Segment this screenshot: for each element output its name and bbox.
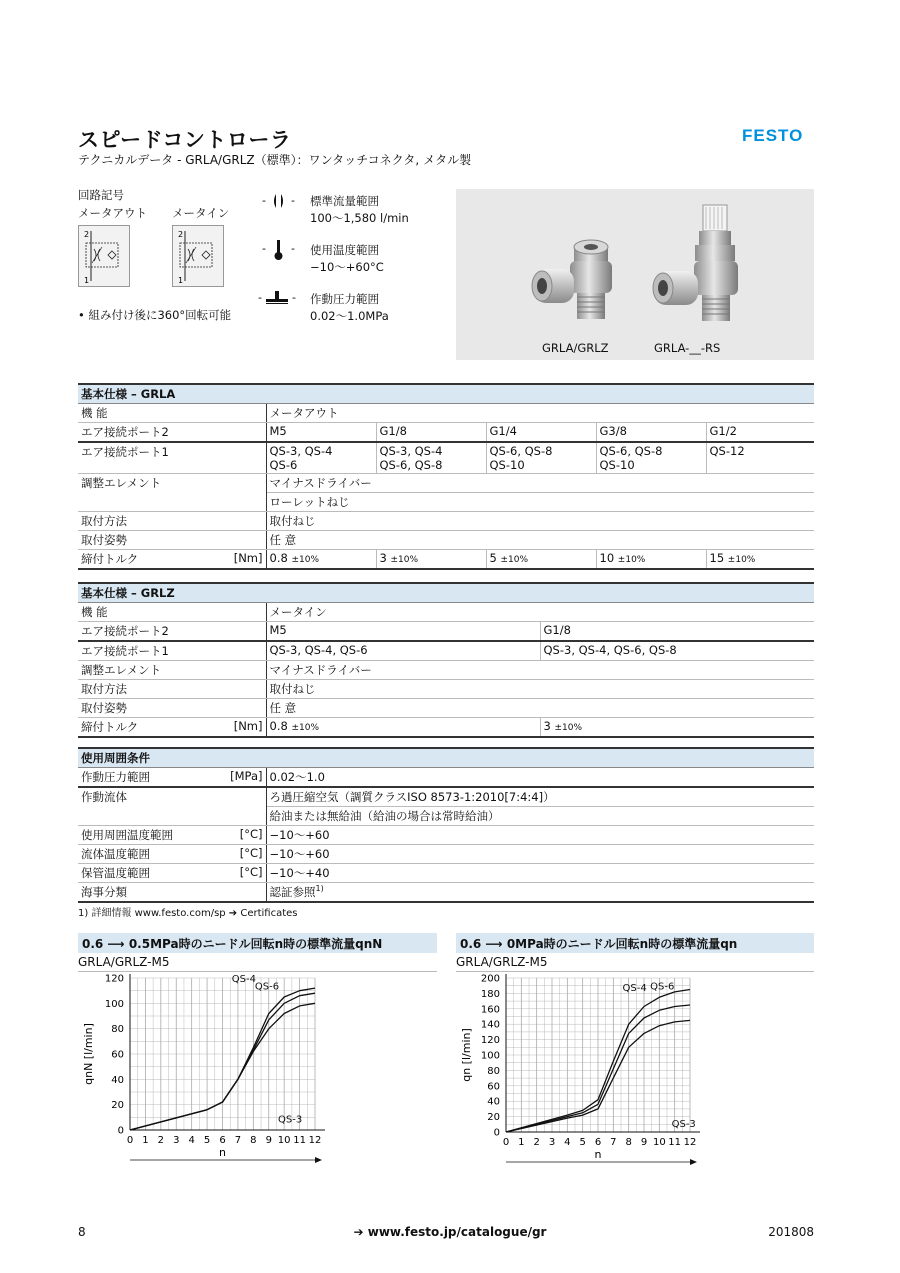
grlz-port1-cell: QS-3, QS-4, QS-6 bbox=[266, 641, 540, 661]
x-tick-label: 7 bbox=[610, 1137, 617, 1148]
grla-port1-line: QS-10 bbox=[599, 458, 635, 472]
y-tick-label: 80 bbox=[111, 1024, 124, 1036]
grla-port2-cell: G1/2 bbox=[706, 423, 814, 443]
y-tick-label: 40 bbox=[487, 1096, 500, 1108]
x-tick-label: 11 bbox=[668, 1137, 682, 1148]
flow-value: 100～1,580 l/min bbox=[310, 211, 409, 225]
tolerance: ±10% bbox=[554, 723, 583, 733]
grla-port1-label: エア接続ポート1 bbox=[78, 442, 266, 474]
grla-port1-line: QS-10 bbox=[489, 458, 525, 472]
grla-adjust-value: マイナスドライバー bbox=[266, 474, 814, 493]
grlz-function-label: 機 能 bbox=[78, 603, 266, 622]
port2-label: 2 bbox=[84, 230, 90, 239]
svg-text:-: - bbox=[258, 291, 262, 304]
torque-value: 15 bbox=[709, 551, 725, 565]
env-value: 給油または無給油（給油の場合は常時給油） bbox=[266, 807, 814, 826]
x-tick-label: 12 bbox=[308, 1135, 322, 1146]
torque-value: 3 bbox=[543, 719, 551, 733]
grla-function-value: メータアウト bbox=[266, 404, 814, 423]
env-value: 認証参照 bbox=[269, 885, 316, 899]
x-tick-label: 11 bbox=[293, 1135, 306, 1146]
grla-position-value: 任 意 bbox=[266, 531, 814, 550]
grla-port2-cell: G3/8 bbox=[596, 423, 706, 443]
grla-mount-label: 取付方法 bbox=[78, 512, 266, 531]
pressure-value: 0.02～1.0MPa bbox=[310, 309, 389, 323]
grlz-position-value: 任 意 bbox=[266, 699, 814, 718]
x-tick-label: 3 bbox=[173, 1135, 180, 1146]
grlz-torque-cell bbox=[266, 718, 540, 738]
footnote: 1) 詳細情報 www.festo.com/sp ➔ Certificates bbox=[78, 908, 298, 919]
grla-port1-line: QS-6 bbox=[269, 458, 298, 472]
grlz-title: 基本仕様 – GRLZ bbox=[78, 583, 814, 603]
env-unit: [°C] bbox=[220, 845, 266, 864]
catalogue-link[interactable]: ➔ www.festo.jp/catalogue/gr bbox=[353, 1225, 547, 1239]
meter-in-label: メータイン bbox=[172, 206, 230, 220]
grla-port1-line: QS-6, QS-8 bbox=[599, 444, 663, 458]
series-label: QS-4 bbox=[231, 974, 256, 986]
chart2-header bbox=[456, 933, 814, 972]
grla-adjust-label: 調整エレメント bbox=[78, 474, 266, 512]
grlz-spec-table bbox=[78, 582, 814, 738]
grla-spec-table bbox=[78, 383, 814, 570]
grla-port1-cell bbox=[486, 442, 596, 474]
meter-out-symbol bbox=[78, 225, 130, 287]
grla-port1-line: QS-3, QS-4 bbox=[269, 444, 333, 458]
x-tick-label: 9 bbox=[265, 1135, 272, 1146]
grlz-port1-cell: QS-3, QS-4, QS-6, QS-8 bbox=[540, 641, 814, 661]
grla-port1-cell bbox=[376, 442, 486, 474]
x-tick-label: 1 bbox=[142, 1135, 149, 1146]
x-axis-label: n bbox=[219, 1146, 226, 1159]
grlz-port1-label: エア接続ポート1 bbox=[78, 641, 266, 661]
env-label: 流体温度範囲 bbox=[78, 845, 220, 864]
tolerance: ±10% bbox=[291, 723, 319, 733]
env-title: 使用周囲条件 bbox=[78, 748, 814, 768]
page-title: スピードコントローラ bbox=[78, 128, 292, 152]
page-subtitle: テクニカルデータ - GRLA/GRLZ（標準）：ワンタッチコネクタ, メタル製 bbox=[78, 153, 472, 167]
chart1-subtitle: GRLA/GRLZ-M5 bbox=[78, 953, 437, 972]
chart1-header bbox=[78, 933, 437, 972]
footnote-mark: 1) bbox=[315, 884, 324, 894]
y-axis-label: qn [l/min] bbox=[460, 1028, 473, 1082]
pressure-label: 作動圧力範囲 bbox=[310, 292, 379, 306]
env-label: 作動圧力範囲 bbox=[78, 768, 220, 788]
grlz-adjust-label: 調整エレメント bbox=[78, 661, 266, 680]
port2-label: 2 bbox=[178, 230, 184, 239]
env-unit: [°C] bbox=[220, 826, 266, 845]
catalogue-code: 201808 bbox=[768, 1225, 814, 1239]
grlz-port2-cell: M5 bbox=[266, 622, 540, 642]
svg-text:-: - bbox=[262, 194, 266, 207]
chart1-title: 0.6 ⟶ 0.5MPa時のニードル回転n時の標準流量qnN bbox=[78, 933, 437, 953]
y-tick-label: 60 bbox=[111, 1049, 124, 1061]
grlz-torque-label: 締付トルク bbox=[78, 718, 220, 738]
env-value-cell bbox=[266, 883, 814, 903]
tolerance: ±10% bbox=[291, 555, 319, 565]
page-number: 8 bbox=[78, 1225, 86, 1239]
chart2-title: 0.6 ⟶ 0MPa時のニードル回転n時の標準流量qn bbox=[456, 933, 814, 953]
svg-text:-: - bbox=[291, 242, 295, 255]
temp-value: −10～+60°C bbox=[310, 260, 384, 274]
x-tick-label: 8 bbox=[625, 1137, 632, 1148]
grla-port2-cell: G1/8 bbox=[376, 423, 486, 443]
env-value: −10～+60 bbox=[266, 826, 814, 845]
x-tick-label: 4 bbox=[564, 1137, 571, 1148]
grla-torque-cell bbox=[596, 550, 706, 570]
rotation-note: • 組み付け後に360°回転可能 bbox=[78, 308, 232, 322]
torque-value: 10 bbox=[599, 551, 615, 565]
x-tick-label: 0 bbox=[502, 1137, 510, 1148]
torque-value: 5 bbox=[489, 551, 497, 565]
grla-port1-line: QS-6, QS-8 bbox=[489, 444, 553, 458]
product-photo bbox=[456, 189, 814, 360]
env-value: 0.02～1.0 bbox=[266, 768, 814, 788]
series-label: QS-6 bbox=[254, 981, 280, 993]
grlz-function-value: メータイン bbox=[266, 603, 814, 622]
env-value: ろ過圧縮空気（調質クラスISO 8573-1:2010[7:4:4]） bbox=[266, 787, 814, 807]
grla-torque-cell bbox=[266, 550, 376, 570]
x-tick-label: 6 bbox=[594, 1137, 602, 1148]
temp-label: 使用温度範囲 bbox=[310, 243, 379, 257]
grla-port2-label: エア接続ポート2 bbox=[78, 423, 266, 443]
x-tick-label: 3 bbox=[548, 1137, 556, 1148]
grla-mount-value: 取付ねじ bbox=[266, 512, 814, 531]
flow-label: 標準流量範囲 bbox=[310, 194, 379, 208]
x-tick-label: 1 bbox=[518, 1137, 525, 1148]
y-tick-label: 60 bbox=[487, 1081, 500, 1093]
grla-port1-line: QS-3, QS-4 bbox=[379, 444, 443, 458]
env-label: 海事分類 bbox=[78, 883, 220, 903]
pressure-icon bbox=[258, 287, 302, 309]
x-tick-label: 8 bbox=[250, 1135, 257, 1146]
grlz-torque-unit: [Nm] bbox=[220, 718, 266, 738]
x-tick-label: 7 bbox=[234, 1135, 242, 1146]
torque-value: 0.8 bbox=[269, 551, 288, 565]
y-tick-label: 120 bbox=[480, 1035, 500, 1047]
env-label: 保管温度範囲 bbox=[78, 864, 220, 883]
grla-torque-cell bbox=[376, 550, 486, 570]
env-label: 使用周囲温度範囲 bbox=[78, 826, 220, 845]
torque-value: 3 bbox=[379, 551, 387, 565]
x-tick-label: 5 bbox=[579, 1137, 586, 1148]
y-tick-label: 200 bbox=[480, 973, 500, 985]
x-tick-label: 5 bbox=[203, 1135, 211, 1146]
grlz-mount-value: 取付ねじ bbox=[266, 680, 814, 699]
y-tick-label: 120 bbox=[104, 973, 124, 985]
env-value: −10～+40 bbox=[266, 864, 814, 883]
tolerance: ±10% bbox=[390, 555, 419, 565]
y-tick-label: 20 bbox=[111, 1100, 124, 1112]
svg-text:-: - bbox=[291, 194, 295, 207]
y-tick-label: 20 bbox=[487, 1112, 500, 1124]
symbol-heading: 回路記号 bbox=[78, 188, 124, 202]
grlz-port2-label: エア接続ポート2 bbox=[78, 622, 266, 642]
grla-port1-cell bbox=[266, 442, 376, 474]
meter-out-label: メータアウト bbox=[78, 206, 147, 220]
grlz-mount-label: 取付方法 bbox=[78, 680, 266, 699]
grla-adjust-value: ローレットねじ bbox=[266, 493, 814, 512]
series-label: QS-6 bbox=[650, 981, 675, 993]
grlz-position-label: 取付姿勢 bbox=[78, 699, 266, 718]
fittings-illustration bbox=[456, 189, 814, 360]
x-tick-label: 6 bbox=[219, 1135, 226, 1146]
photo-caption-left: GRLA/GRLZ bbox=[542, 341, 609, 355]
grla-port2-cell: G1/4 bbox=[486, 423, 596, 443]
grlz-torque-cell bbox=[540, 718, 814, 738]
port1-label: 1 bbox=[178, 276, 184, 285]
x-tick-label: 2 bbox=[533, 1137, 540, 1148]
grla-torque-label: 締付トルク bbox=[78, 550, 220, 570]
grla-position-label: 取付姿勢 bbox=[78, 531, 266, 550]
tolerance: ±10% bbox=[617, 555, 646, 565]
port1-label: 1 bbox=[84, 276, 90, 285]
flow-icon bbox=[262, 190, 300, 212]
env-unit bbox=[220, 787, 266, 826]
series-label: QS-4 bbox=[622, 983, 647, 995]
grla-torque-cell bbox=[706, 550, 814, 570]
grlz-adjust-value: マイナスドライバー bbox=[266, 661, 814, 680]
env-value: −10～+60 bbox=[266, 845, 814, 864]
x-axis-arrowhead bbox=[690, 1159, 697, 1165]
tolerance: ±10% bbox=[500, 555, 529, 565]
photo-caption-right: GRLA-__-RS bbox=[654, 341, 721, 355]
svg-text:-: - bbox=[262, 242, 266, 255]
y-tick-label: 80 bbox=[487, 1065, 500, 1077]
series-label: QS-3 bbox=[278, 1114, 303, 1126]
grla-title: 基本仕様 – GRLA bbox=[78, 384, 814, 404]
env-unit bbox=[220, 883, 266, 903]
env-table bbox=[78, 747, 814, 903]
y-tick-label: 0 bbox=[117, 1125, 124, 1137]
x-tick-label: 9 bbox=[640, 1137, 648, 1148]
chart1-plot bbox=[78, 970, 437, 1170]
y-tick-label: 160 bbox=[480, 1004, 500, 1016]
x-tick-label: 2 bbox=[157, 1135, 165, 1146]
grla-torque-cell bbox=[486, 550, 596, 570]
meter-in-symbol bbox=[172, 225, 224, 287]
tolerance: ±10% bbox=[727, 555, 756, 565]
y-tick-label: 100 bbox=[480, 1050, 500, 1062]
festo-logo: FESTO bbox=[742, 126, 804, 145]
svg-text:-: - bbox=[292, 291, 296, 304]
x-tick-label: 0 bbox=[126, 1135, 134, 1146]
grla-port1-cell bbox=[596, 442, 706, 474]
y-tick-label: 180 bbox=[480, 988, 500, 1000]
chart2-plot bbox=[456, 970, 814, 1170]
y-axis-label: qnN [l/min] bbox=[82, 1023, 95, 1085]
x-tick-label: 4 bbox=[188, 1135, 195, 1146]
y-tick-label: 0 bbox=[493, 1127, 500, 1139]
thermometer-icon bbox=[262, 238, 300, 262]
x-axis-label: n bbox=[594, 1148, 602, 1161]
x-axis-arrowhead bbox=[315, 1157, 322, 1163]
x-tick-label: 10 bbox=[652, 1137, 666, 1148]
grla-port2-cell: M5 bbox=[266, 423, 376, 443]
env-unit: [°C] bbox=[220, 864, 266, 883]
y-tick-label: 140 bbox=[480, 1019, 500, 1031]
series-label: QS-3 bbox=[671, 1119, 696, 1131]
env-label: 作動流体 bbox=[78, 787, 220, 826]
grla-function-label: 機 能 bbox=[78, 404, 266, 423]
env-unit: [MPa] bbox=[220, 768, 266, 788]
grla-port1-cell bbox=[706, 442, 814, 474]
grla-port1-line: QS-12 bbox=[709, 444, 745, 458]
x-tick-label: 12 bbox=[683, 1137, 697, 1148]
torque-value: 0.8 bbox=[269, 719, 288, 733]
y-tick-label: 100 bbox=[104, 998, 124, 1010]
chart2-subtitle: GRLA/GRLZ-M5 bbox=[456, 953, 814, 972]
y-tick-label: 40 bbox=[111, 1074, 124, 1086]
x-tick-label: 10 bbox=[277, 1135, 291, 1146]
grlz-port2-cell: G1/8 bbox=[540, 622, 814, 642]
grla-port1-line: QS-6, QS-8 bbox=[379, 458, 443, 472]
grla-torque-unit: [Nm] bbox=[220, 550, 266, 570]
